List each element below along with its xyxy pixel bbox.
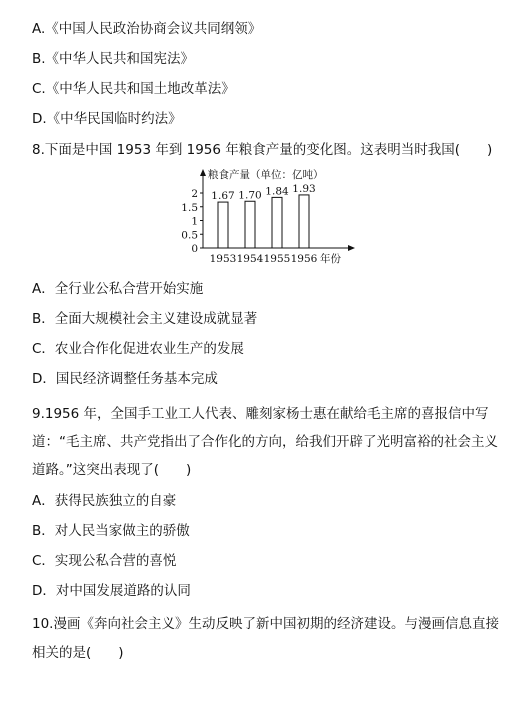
q9-option-b: B．对人民当家做主的骄傲: [32, 523, 190, 539]
y-tick-label: 2: [191, 188, 198, 200]
bar-value-label: 1.84: [265, 185, 289, 198]
bar-value-label: 1.70: [238, 189, 262, 202]
q10-stem: 10.漫画《奔向社会主义》生动反映了新中国初期的经济建设。与漫画信息直接相关的是( ): [32, 616, 499, 661]
bar-1956: [299, 195, 309, 248]
x-tick-label: 1954: [236, 253, 264, 265]
q7-option-a: A.《中国人民政治协商会议共同纲领》: [32, 21, 262, 37]
q7-option-d: D.《中华民国临时约法》: [32, 111, 182, 127]
bar-1954: [245, 201, 255, 248]
q8-stem: 8.下面是中国 1953 年到 1956 年粮食产量的变化图。这表明当时我国( ): [32, 142, 493, 158]
q7-option-c: C.《中华人民共和国土地改革法》: [32, 81, 235, 97]
grain-output-chart: [180, 166, 355, 270]
bar-1953: [218, 202, 228, 248]
q8-option-b: B．全面大规模社会主义建设成就显著: [32, 311, 258, 327]
y-tick-label: 1.5: [181, 201, 198, 214]
bar-value-label: 1.67: [211, 190, 235, 203]
x-tick-label: 1956: [290, 253, 318, 265]
q9-option-a: A．获得民族独立的自豪: [32, 493, 177, 509]
x-tick-label: 1953: [209, 253, 237, 265]
q8-option-d: D．国民经济调整任务基本完成: [32, 371, 218, 387]
q8-option-a: A．全行业公私合营开始实施: [32, 281, 204, 297]
y-axis-label: 粮食产量（单位：亿吨）: [208, 169, 324, 181]
q9-option-c: C．实现公私合营的喜悦: [32, 553, 177, 569]
y-tick-label: 0: [191, 243, 198, 255]
chart-canvas: [180, 166, 355, 270]
bar-1955: [272, 197, 282, 248]
q7-option-b: B.《中华人民共和国宪法》: [32, 51, 195, 67]
bar-value-label: 1.93: [292, 182, 316, 195]
y-tick-label: 0.5: [181, 229, 198, 242]
y-tick-label: 1: [191, 215, 198, 228]
q9-stem: 9.1956 年，全国手工业工人代表、雕刻家杨士惠在献给毛主席的喜报信中写道：“毛主席、共产党指出了合作化的方向，给我们开辟了光明富裕的社会主义道路。”这突出表现了( ): [32, 406, 498, 478]
x-axis-label: 年份: [320, 253, 341, 265]
x-tick-label: 1955: [263, 253, 291, 265]
q9-option-d: D．对中国发展道路的认同: [32, 583, 191, 599]
q8-option-c: C．农业合作化促进农业生产的发展: [32, 341, 244, 357]
y-axis-arrow: [200, 169, 206, 176]
x-axis-arrow: [348, 245, 355, 251]
